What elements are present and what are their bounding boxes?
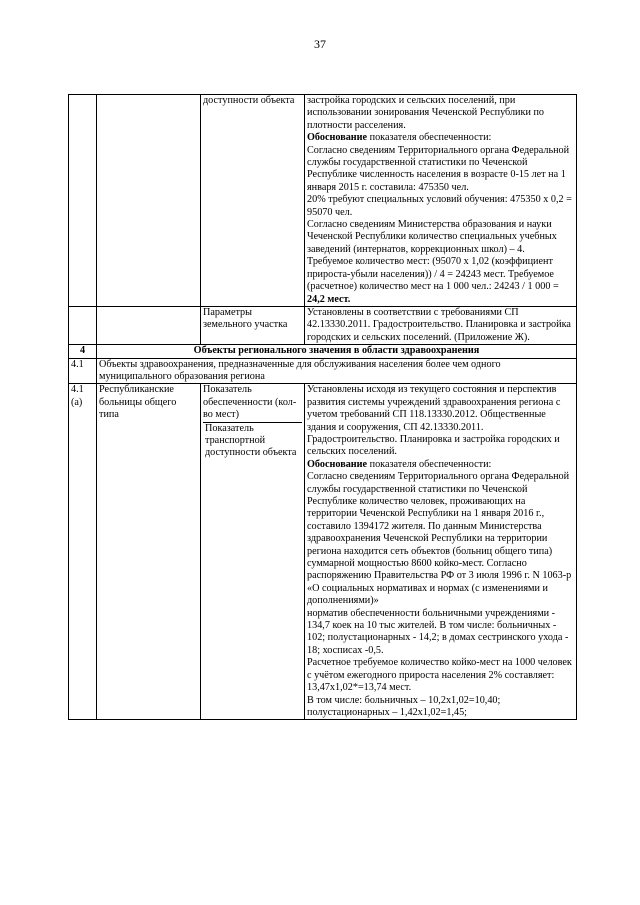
justification-cell: Установлены в соответствии с требованиями СП 42.13330.2011. Градостроительство. Планировка и застройка городских и сельских поселений. (Приложение Ж). [305,306,577,344]
object-name: Республиканские больницы общего типа [97,384,201,720]
justification-cell: застройка городских и сельских поселений, при использовании зонирования Чеченской Республики по плотности расселения. Обоснование показателя обеспеченности: Согласно сведениям Территориального органа Федеральной службы государственной статистики по Чеченской Республике численность населения в возрасте 0-15 лет на 1 января 2015 г. составила: 475350 чел. 20% требуют специальных условий обучения: 475350 х 0,2 = 95070 чел. Согласно сведениям Министерства образования и науки Чеченской Республики количество специальных учебных заведений (интернатов, коррекционных школ) – 4. Требуемое количество мест: (95070 х 1,02 (коэффициент прироста-убыли населения)) / 4 = 24243 мест. Требуемое (расчетное) количество мест на 1 000 чел.: 24243 / 1 000 = 24,2 мест. [305,95,577,307]
table-row [69,95,577,307]
section-title: Объекты регионального значения в области здравоохранения [97,345,577,358]
subsection-number: 4.1 [69,358,97,384]
indicator-cell: Параметры земельного участка [201,306,305,344]
indicator-cell: доступности объекта [201,95,305,307]
table-row [69,384,577,720]
page-number: 37 [314,37,326,51]
subsection-row [69,358,577,384]
table-row [69,306,577,344]
basis-label: Обоснование [307,132,368,144]
justification-cell: Установлены исходя из текущего состояния и перспектив развития системы учреждений здравоохранения региона с учетом требований СП 118.13330.2012. Общественные здания и сооружения, СП 42.13330.2011. Градостроительство. Планировка и застройка городских и сельских поселений. Обоснование показателя обеспеченности: Согласно сведениям Территориального органа Федеральной службы государственной статистики по Чеченской Республике количество человек, проживающих на территории Чеченской Республики на 1 января 2016 г., составило 1394172 жителя. По данным Министерства здравоохранения Чеченской Республики на территории региона находится сеть объектов (больниц общего типа) суммарной мощностью 8600 койко-мест. Согласно распоряжению Правительства РФ от 3 июля 1996 г. N 1063-р «О социальных нормативах и нормах (с изменениями и дополнениями)» норматив обеспеченности больничными учреждениями - 134,7 коек на 10 тыс жителей. В том числе: больничных - 102; полустационарных - 14,2; в домах сестринского ухода - 18; хосписах -0,5. Расчетное требуемое количество койко-мест на 1000 человек с учётом ежегодного прироста населения 2% составляет: 13,47х1,02*=13,74 мест. В том числе: больничных – 10,2х1,02=10,40; полустационарных – 1,42х1,02=1,45; [305,384,577,720]
document-table [68,94,577,720]
basis-label: Обоснование [307,458,368,470]
section-number: 4 [69,345,97,358]
indicator-cell: Показатель обеспеченности (кол-во мест) Показатель транспортной доступности объекта [201,384,305,720]
item-number: 4.1 (а) [69,384,97,720]
section-header-row [69,345,577,358]
subsection-title: Объекты здравоохранения, предназначенные для обслуживания населения более чем одного муниципального образования региона [97,358,577,384]
